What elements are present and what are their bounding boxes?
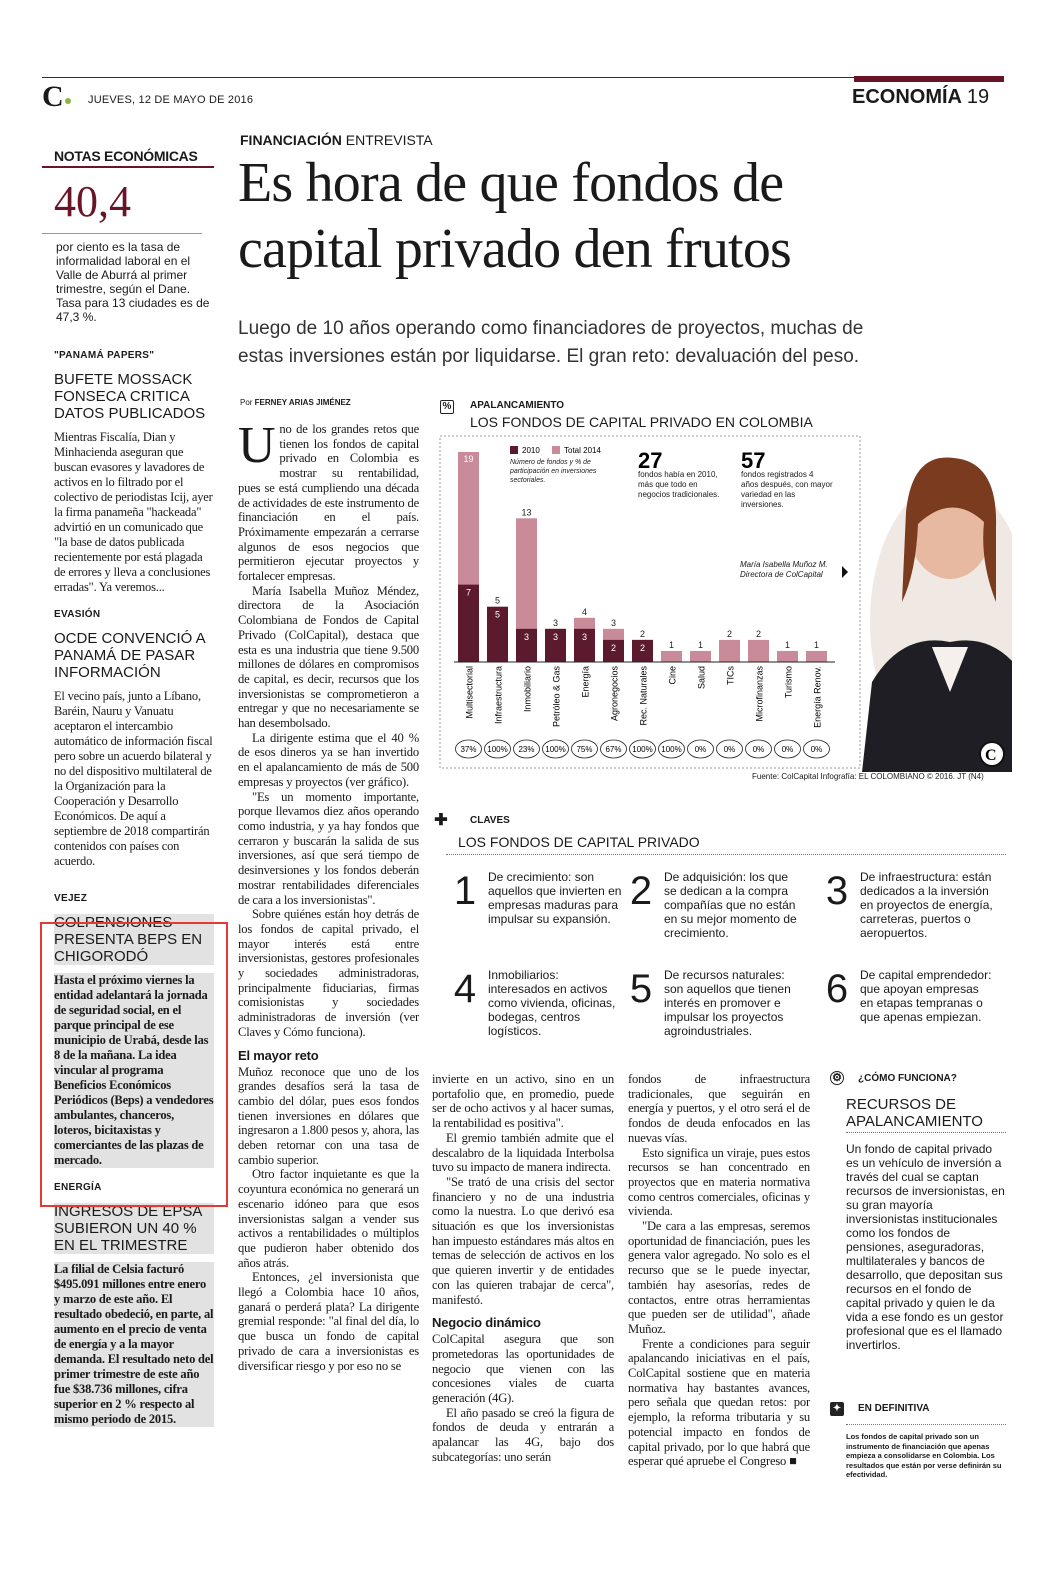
percent-label-12: 0%: [810, 745, 823, 754]
legend-2014: Total 2014: [564, 446, 601, 455]
brief-kicker: "PANAMÁ PAPERS": [54, 350, 155, 361]
chart-source: Fuente: ColCapital Infografía: EL COLOMBIANO © 2016. JT (N4): [752, 772, 984, 781]
label-2014-2: 13: [521, 507, 532, 518]
label-2014-8: 1: [697, 639, 704, 650]
claves-kicker: CLAVES: [470, 815, 510, 826]
paragraph: El año pasado se creó la figura de fondos de deuda y entrarán a apalancar las 4G, bajo dos subcategorías: uno serán: [432, 1405, 614, 1464]
section-title: [852, 86, 989, 109]
legend-swatch-2014: [552, 446, 560, 454]
clave-number: 2: [629, 869, 653, 913]
paragraph: fondos de infraestructura tradicionales, que seguirán en energía y puertos, y el otro será el de fondos de deuda enfocados en las nuevas vías.: [628, 1072, 810, 1145]
legend-note: Número de fondos y % de participación en inversiones sectoriales.: [510, 459, 597, 484]
clave-number: 5: [629, 967, 653, 1011]
label-2014-9: 2: [726, 628, 733, 639]
paragraph: "Es un momento importante, porque llevamos diez años operando como industria, y ya hay fondos que cerraron y buscarán la salida de sus inversiones, así que será tiempo de desinversiones y los fondos deberán mostrar rentabilidades diferenciales de cara a los inversionistas".: [238, 789, 419, 907]
subhead-mayor-reto: El mayor reto: [238, 1047, 319, 1063]
definitiva-rule: [846, 1424, 1006, 1425]
gears-icon: ⚙: [830, 1068, 844, 1086]
label-2010-0: 7: [465, 587, 472, 598]
brief-headline: COLPENSIONES PRESENTA BEPS EN CHIGORODÓ: [54, 914, 214, 965]
category-label-9: TICs: [725, 666, 736, 685]
category-label-4: Energía: [580, 666, 591, 698]
category-label-12: Energía Renov.: [812, 666, 823, 728]
clave-text: Inmobiliarios: interesados en activos como vivienda, oficinas, bodegas, centros logísticos.: [488, 968, 616, 1038]
clave-text: De infraestructura: están dedicados a la inversión en proyectos de energía, carreteras, puertos o aeropuertos.: [860, 870, 993, 940]
label-2014-6: 2: [639, 628, 646, 639]
como-kicker: ¿CÓMO FUNCIONA?: [858, 1073, 957, 1084]
brief-kicker: ENERGÍA: [54, 1182, 102, 1193]
stat-number: 40,4: [42, 170, 202, 234]
brief-text: Mientras Fiscalía, Dian y Minhacienda aseguran que buscan evasores y lavadores de activos en lo filtrado por el colectivo de periodistas Icij, ayer la firma panameña "hackeada" advirtió en un comunicado que "la base de datos publicada recientemente por está plagada de errores y lleva a conclusiones erradas". Ya veremos...: [54, 430, 213, 594]
article-column-1: [238, 417, 419, 1373]
fact-2010-text: fondos había en 2010, más que todo en negocios tradicionales.: [638, 470, 720, 499]
fact-2010-number: 27: [638, 448, 663, 473]
byline-prefix: Por: [240, 398, 255, 407]
paragraph: ColCapital asegura que son prometedoras las oportunidades de negocio que vienen con las concesiones viales de cuarta generación (4G).: [432, 1332, 614, 1406]
category-label-11: Turismo: [783, 666, 794, 699]
fact-2014-wrap: [741, 470, 833, 520]
paragraph: Entonces, ¿el inversionista que llegó a Colombia hace 10 años, ganará o perderá plata? La dirigente gremial responde: "al final del día, lo que busca un fondo de capital privado de cara a inversionistas es diversificar riesgo y por eso no se: [238, 1270, 419, 1373]
selection-highlight: [40, 922, 228, 1207]
article-kicker: [240, 132, 433, 148]
kicker-bold: FINANCIACIÓN: [240, 132, 342, 148]
label-2014-12: 1: [813, 639, 820, 650]
paragraph: Muñoz reconoce que uno de los grandes desafíos será la tasa de cambio del dólar, pues esos fondos tienen inversiones en dólares que ingresaron a 1.800 pesos y, ahora, las deben retornar con una tasa de cambio superior.: [238, 1064, 419, 1167]
percent-label-0: 37%: [460, 745, 477, 754]
headline-line-1: Es hora de que fondos de: [238, 152, 784, 214]
paragraph: "De cara a las empresas, seremos oportunidad de financiación, pues les genera valor agregado. No solo es el recurso que se le puede inyectar, también hay asesorías, redes de contactos, entre otras herramientas que pueden ser de utilidad", añade Muñoz.: [628, 1219, 810, 1336]
category-label-5: Agronegocios: [609, 666, 620, 722]
section-bar: [854, 76, 1004, 82]
logo-dot: [65, 98, 71, 104]
percent-label-9: 0%: [723, 745, 736, 754]
category-label-6: Rec. Naturales: [638, 666, 649, 726]
headline-line-2: capital privado den frutos: [238, 218, 792, 280]
clave-item: [818, 870, 994, 940]
subhead-negocio-dinamico: Negocio dinámico: [432, 1315, 541, 1331]
brief-kicker: VEJEZ: [54, 893, 88, 904]
bar-2014-9: [719, 640, 740, 662]
como-text: Un fondo de capital privado es un vehículo de inversión a través del cual se captan recursos de inversionistas, en su gran mayoría inversionistas institucionales como los fondos de pensiones, aseguradoras, multilaterales y bancos de desarrollo, que depositan sus recursos en el fondo de capital privado y quien le da vida a ese fondo es un gestor profesional que es el llamado invertirlos.: [846, 1142, 1005, 1352]
paragraph: La dirigente estima que el 40 % de esos dineros ya se han invertido en el apalancamiento de más de 500 empresas y proyectos (ver gráfico).: [238, 730, 419, 789]
clave-item: [818, 968, 994, 1024]
label-2014-1: 5: [494, 595, 501, 606]
label-2014-4: 4: [581, 606, 588, 617]
article-column-2: [432, 1072, 614, 1465]
label-2010-5: 2: [610, 642, 617, 653]
percent-label-11: 0%: [781, 745, 794, 754]
label-2014-0: 19: [463, 454, 474, 464]
label-2010-3: 3: [552, 631, 559, 642]
category-label-10: Microfinanzas: [754, 666, 765, 722]
percent-label-7: 100%: [661, 745, 682, 754]
percent-label-3: 100%: [545, 745, 566, 754]
label-2014-5: 3: [610, 617, 617, 628]
clave-text: De recursos naturales: son aquellos que tienen interés en promover e impulsar los proyectos agroindustriales.: [664, 968, 791, 1038]
percent-label-10: 0%: [752, 745, 765, 754]
brief-headline: BUFETE MOSSACK FONSECA CRITICA DATOS PUBLICADOS: [54, 371, 206, 422]
kicker-rest: ENTREVISTA: [341, 132, 433, 148]
brief-kicker: EVASIÓN: [54, 609, 101, 620]
clave-number: 3: [825, 869, 849, 913]
definitiva-kicker: EN DEFINITIVA: [858, 1403, 930, 1414]
stat-description: por ciento es la tasa de informalidad laboral en el Valle de Aburrá al primer trimestre, según el Dane. Tasa para 13 ciudades es de 47,3 %.: [56, 240, 210, 324]
claves-grid: [446, 866, 1006, 1056]
definitiva-icon: ✦: [830, 1398, 844, 1416]
paragraph: Sobre quiénes están hoy detrás de los fondos de capital privado, el mayor interés está entre inversionistas, gestores profesionales y sociedades administradoras, principalmente fiduciarias, firmas comisionistas y sociedades administradoras de inversión (ver Claves y Cómo funciona).: [238, 907, 419, 1039]
brief-text: La filial de Celsia facturó $495.091 millones entre enero y marzo de este año. El resultado obedeció, en parte, al aumento en el precio de venta de energía y a la mayor demanda. El resultado neto del primer trimestre de este año fue $38.736 millones, cifra superior en 2 % respecto al mismo periodo de 2015.: [54, 1262, 214, 1426]
percent-icon: %: [440, 396, 454, 414]
label-2014-3: 3: [552, 617, 559, 628]
issue-date: JUEVES, 12 DE MAYO DE 2016: [88, 94, 254, 106]
logo-letter: C: [985, 747, 997, 764]
bar-2014-7: [661, 651, 682, 662]
subheadline-line-2: estas inversiones están por liquidarse. El gran reto: devaluación del peso.: [238, 346, 860, 367]
brief-text: El vecino país, junto a Líbano, Baréin, Nauru y Vanuatu aceptaron el intercambio automático de información fiscal pero sobre un acuerdo bilateral y no del dispositivo multilateral de la Organización para la Cooperación y Desarrollo Económicos. De aquí a septiembre de 2018 compartirán contenidos con países con acuerdo.: [54, 689, 213, 868]
newspaper-logo: C: [42, 80, 64, 113]
fact-2014-text: fondos registrados 4 años después, con mayor variedad en las inversiones.: [741, 470, 833, 509]
legend-note-wrap: [510, 458, 610, 498]
paragraph: invierte en un activo, sino en un portafolio que, en promedio, puede ser de ocho activos y al hacer sumas, la rentabilidad es positiva".: [432, 1072, 614, 1131]
fact-2010-wrap: [638, 470, 720, 520]
bar-2014-10: [748, 640, 769, 662]
clave-number: 4: [453, 967, 477, 1011]
byline: [240, 398, 351, 407]
brief-panama-papers: [42, 350, 214, 595]
claves-title: LOS FONDOS DE CAPITAL PRIVADO: [458, 834, 700, 850]
clave-text: De capital emprendedor: que apoyan empresas en etapas tempranas o que apenas empiezan.: [860, 968, 992, 1024]
category-label-3: Petróleo & Gas: [551, 666, 562, 728]
byline-name: FERNEY ARIAS JIMÉNEZ: [254, 398, 351, 407]
clave-number: 6: [825, 967, 849, 1011]
brief-energia: [42, 1182, 214, 1427]
bar-2014-12: [806, 651, 827, 662]
clave-item: [446, 870, 622, 926]
brief-text: Hasta el próximo viernes la entidad adelantará la jornada de seguridad social, en el parque principal de ese municipio de Urabá, desde las 8 de la mañana. La idea vincular al programa Beneficios Económicos Periódicos (Beps) a vendedores ambulantes, chanceros, loteros, bicitaxistas y comerciantes de las plazas de mercado.: [54, 973, 214, 1167]
paragraph: Otro factor inquietante es que la coyuntura económica no generará un escenario idóneo para que esos inversionistas salgan a vender sus activos a rentabilidades o múltiplos que pudieron haber obtenido dos años atrás.: [238, 1167, 419, 1270]
definitiva-text: Los fondos de capital privado son un instrumento de financiación que apenas empieza a consolidarse en Colombia. Los resultados que están por verse definirán su efectividad.: [846, 1432, 1002, 1479]
category-label-7: Cine: [667, 666, 678, 685]
paragraph: María Isabella Muñoz Méndez, directora de la Asociación Colombiana de Fondos de Capital Privado (ColCapital), destaca que esta es una industria que tiene 9.500 millones de dólares en compromisos de capital, es decir, recursos que los inversionistas se comprometieron a entregar y que no necesariamente se han desembolsado.: [238, 583, 419, 731]
category-label-8: Salud: [696, 666, 707, 690]
paragraph: El gremio también admite que el descalabro de la liquidada Interbolsa tuvo su impacto de manera indirecta.: [432, 1130, 614, 1175]
percent-label-4: 75%: [576, 745, 593, 754]
drop-cap: U: [238, 417, 276, 474]
notas-title: NOTAS ECONÓMICAS: [42, 148, 214, 168]
paragraph: Frente a condiciones para seguir apalancando iniciativas en el país, ColCapital sostiene que en materia normativa hay bastantes avances, pero señala que quedan retos: por ejemplo, la reforma tributaria y su potencial impacto en fondos de capital privado, por lo que habrá que esperar qué apruebe el Congreso ■: [628, 1336, 810, 1469]
label-2010-4: 3: [581, 631, 588, 642]
page-number: 19: [966, 86, 990, 108]
percent-label-5: 67%: [605, 745, 622, 754]
brief-headline: INGRESOS DE EPSA SUBIERON UN 40 % EN EL TRIMESTRE: [54, 1203, 214, 1254]
label-2014-11: 1: [784, 639, 791, 650]
chart-title: LOS FONDOS DE CAPITAL PRIVADO EN COLOMBIA: [470, 414, 813, 430]
percent-label-1: 100%: [487, 745, 508, 754]
label-2010-2: 3: [523, 631, 530, 642]
portrait-photo: [862, 457, 1012, 772]
brief-headline: OCDE CONVENCIÓ A PANAMÁ DE PASAR INFORMACIÓN: [54, 630, 205, 681]
clave-item: [622, 968, 798, 1038]
fact-2014-number: 57: [741, 448, 766, 473]
photo-caption: María Isabella Muñoz M. Directora de ColCapital: [740, 560, 828, 579]
paragraph: "Se trató de una crisis del sector financiero y no de una industria como la nuestra. Lo que derivó esa situación es que los inversionistas han impuesto estándares más altos en temas de selección de activos en los que quieren invertir y de entidades con las quieren trabajar de cerca", manifestó.: [432, 1174, 614, 1307]
paragraph: [238, 417, 419, 584]
legend-swatch-2010: [510, 446, 518, 454]
photo-caption-wrap: [740, 560, 850, 590]
subheadline: [238, 315, 998, 371]
label-2010-1: 5: [494, 609, 501, 620]
brief-evasion: [42, 609, 214, 869]
label-2010-6: 2: [639, 642, 646, 653]
chart-kicker: APALANCAMIENTO: [470, 400, 565, 411]
percent-label-6: 100%: [632, 745, 653, 754]
clave-text: De adquisición: los que se dedican a la compra compañías que no están en su mejor momento de crecimiento.: [664, 870, 797, 940]
subheadline-line-1: Luego de 10 años operando como financiadores de proyectos, muchas de: [238, 318, 864, 339]
claves-rule: [446, 854, 1006, 855]
legend-2010: 2010: [522, 446, 540, 455]
paragraph-text: no de los grandes retos que tienen los fondos de capital privado en Colombia es mostrar su rentabilidad, pues se está cumpliendo una década de actividades de este instrumento de financiación en el país. Próximamente empezarán a cerrarse algunos de esos negocios que permitieron ejecutar proyectos y fortalecer empresas.: [238, 422, 419, 584]
paragraph: Esto significa un viraje, pues estos recursos se han concentrado en proyectos que en materia normativa como centros comerciales, oficinas y vivienda.: [628, 1145, 810, 1219]
article-column-3: [628, 1072, 810, 1469]
percent-label-2: 23%: [518, 745, 535, 754]
category-label-0: Multisectorial: [464, 666, 475, 719]
category-label-1: Infraestructura: [493, 666, 504, 725]
section-name: ECONOMÍA: [852, 86, 962, 108]
bar-2014-8: [690, 651, 711, 662]
label-2014-7: 1: [668, 639, 675, 650]
clave-text: De crecimiento: son aquellos que invierten en empresas maduras para impulsar su expansión.: [488, 870, 622, 926]
label-2014-10: 2: [755, 628, 762, 639]
clave-item: [622, 870, 798, 940]
percent-label-8: 0%: [694, 745, 707, 754]
category-label-2: Inmobiliario: [522, 666, 533, 713]
como-rule: [846, 1132, 1006, 1133]
headline: [238, 150, 791, 282]
clave-item: [446, 968, 622, 1038]
notas-economicas-column: [42, 148, 214, 1427]
leverage-chart: [432, 432, 1012, 777]
clave-number: 1: [453, 869, 477, 913]
bar-2014-11: [777, 651, 798, 662]
puzzle-icon: ✚: [434, 812, 448, 829]
como-title: RECURSOS DE APALANCAMIENTO: [846, 1096, 983, 1130]
